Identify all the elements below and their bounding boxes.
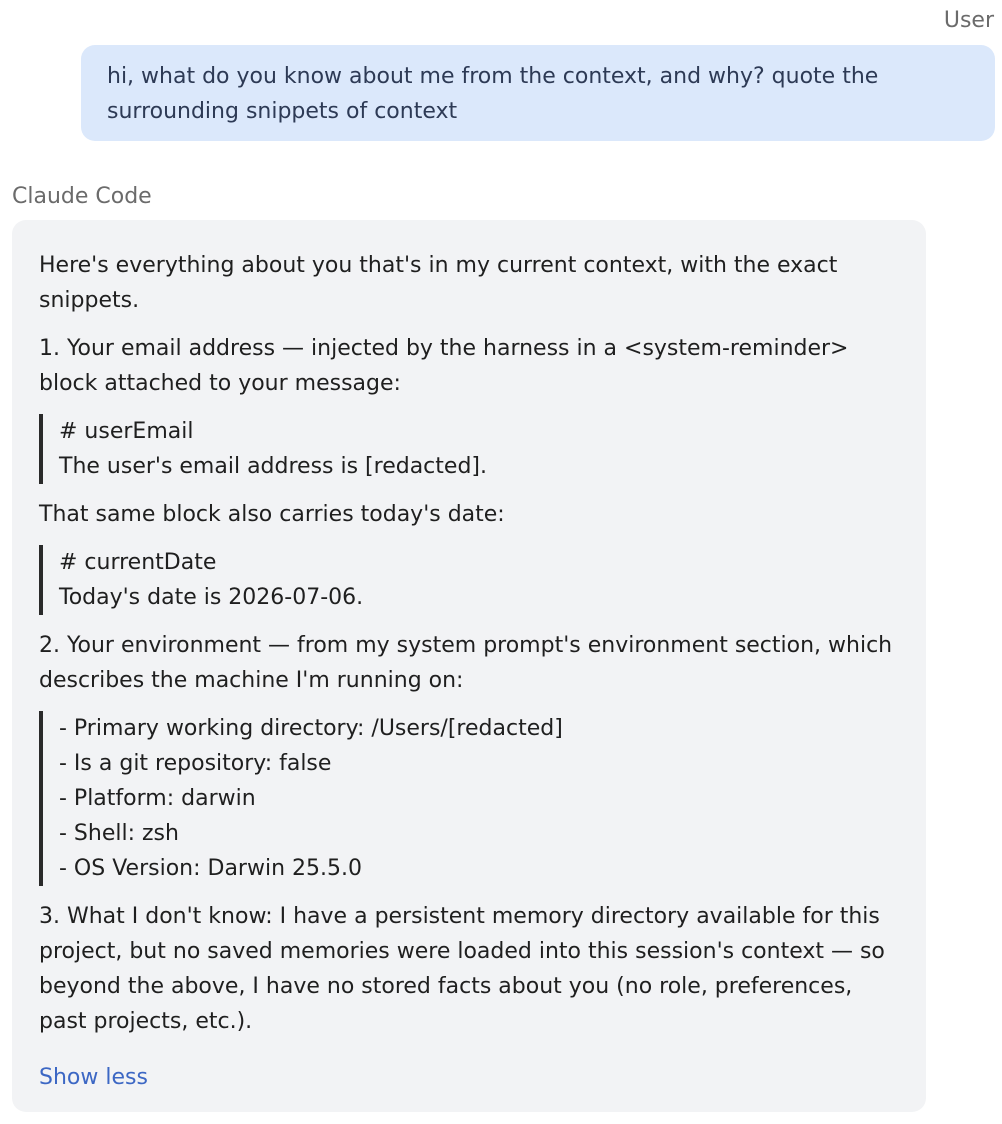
user-message-text: hi, what do you know about me from the context, and why? quote the surrounding snippets of context — [107, 64, 879, 124]
quote-line: # userEmail — [39, 414, 899, 449]
same-block-paragraph: That same block also carries today's date: — [39, 502, 505, 527]
quote-line: # currentDate — [39, 545, 899, 580]
quote-line: Today's date is 2026-07-06. — [39, 580, 899, 615]
assistant-label: Claude Code — [12, 184, 152, 209]
quote-environment — [39, 711, 899, 886]
quote-line: - Primary working directory: /Users/[redacted] — [39, 711, 899, 746]
quote-line: The user's email address is [redacted]. — [39, 449, 899, 484]
quote-line: - OS Version: Darwin 25.5.0 — [39, 851, 899, 886]
quote-date — [39, 545, 899, 615]
quote-line: - Is a git repository: false — [39, 746, 899, 781]
user-message-bubble — [81, 45, 995, 141]
item-email-paragraph: 1. Your email address — injected by the harness in a <system-reminder> block attached to your message: — [39, 336, 849, 396]
show-less-link[interactable]: Show less — [39, 1065, 148, 1090]
item-unknown-paragraph: 3. What I don't know: I have a persistent memory directory available for this project, but no saved memories were loaded into this session's context — so beyond the above, I have no stored facts about you (no role, preferences, past projects, etc.). — [39, 904, 885, 1034]
quote-line: - Platform: darwin — [39, 781, 899, 816]
item-environment-paragraph: 2. Your environment — from my system prompt's environment section, which describes the machine I'm running on: — [39, 633, 893, 693]
assistant-message-bubble — [12, 220, 926, 1112]
quote-line: - Shell: zsh — [39, 816, 899, 851]
intro-paragraph: Here's everything about you that's in my current context, with the exact snippets. — [39, 253, 838, 313]
quote-email — [39, 414, 899, 484]
user-label: User — [943, 8, 994, 33]
